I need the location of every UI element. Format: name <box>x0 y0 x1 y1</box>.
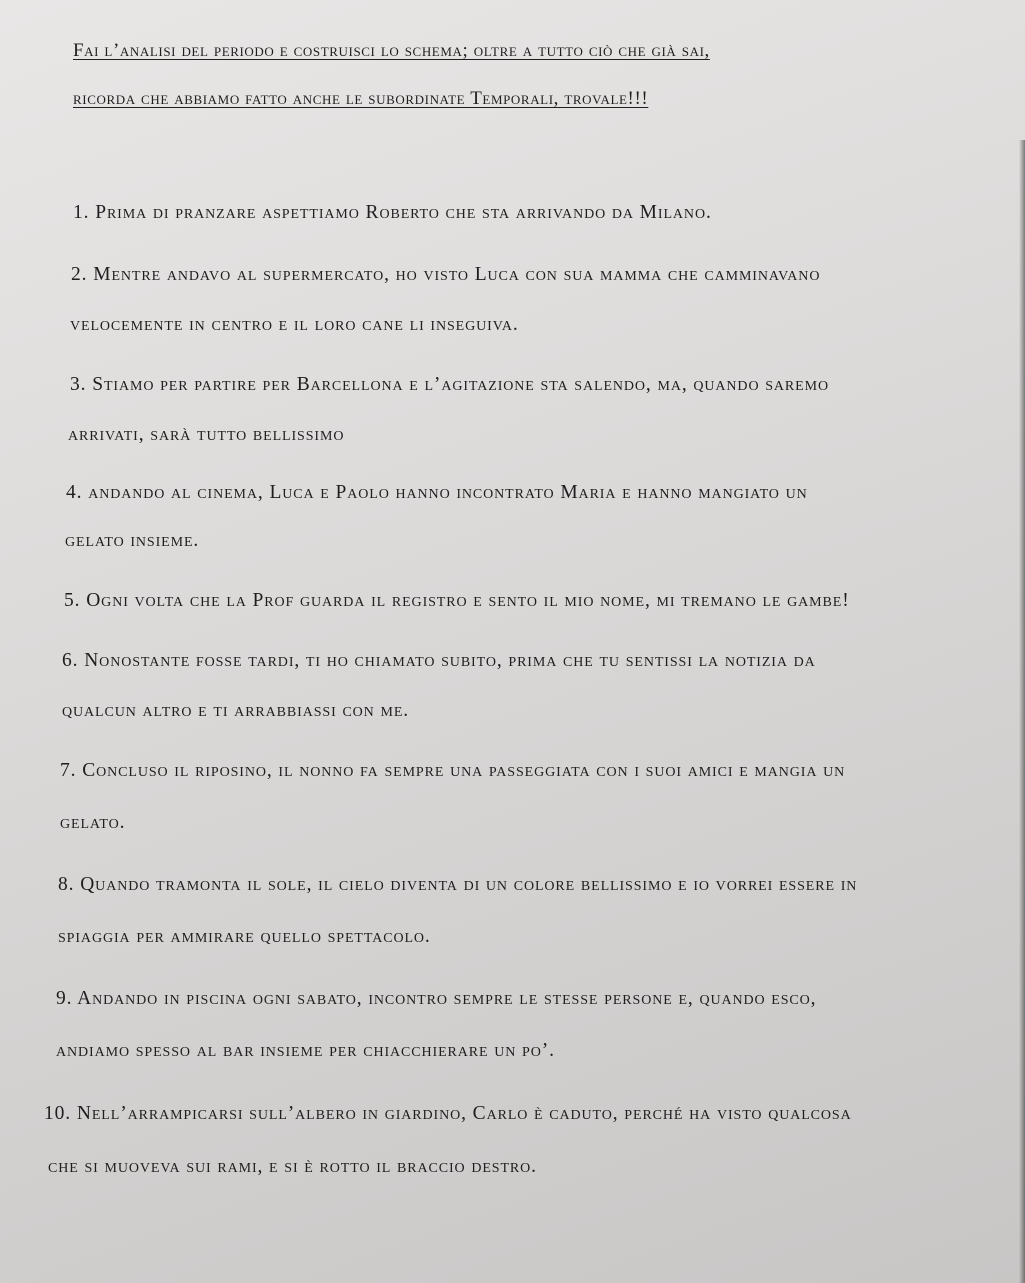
instructions-line-1: Fai l’analisi del periodo e costruisci lo schema; oltre a tutto ciò che già sai, <box>73 40 710 61</box>
page-edge-shadow <box>1019 140 1025 1283</box>
exercise-3-line-1: 3. Stiamo per partire per Barcellona e l’agitazione sta salendo, ma, quando saremo <box>70 374 829 395</box>
exercise-7-line-2: gelato. <box>60 812 126 833</box>
exercise-6-line-1: 6. Nonostante fosse tardi, ti ho chiamato subito, prima che tu sentissi la notizia da <box>62 650 816 671</box>
exercise-4-line-1: 4. andando al cinema, Luca e Paolo hanno incontrato Maria e hanno mangiato un <box>66 482 808 503</box>
exercise-8-line-2: spiaggia per ammirare quello spettacolo. <box>58 926 431 947</box>
exercise-10-line-1: 10. Nell’arrampicarsi sull’albero in giardino, Carlo è caduto, perché ha visto qualcosa <box>44 1103 852 1124</box>
exercise-5-line-1: 5. Ogni volta che la Prof guarda il registro e sento il mio nome, mi tremano le gambe! <box>64 590 850 611</box>
exercise-8-line-1: 8. Quando tramonta il sole, il cielo diventa di un colore bellissimo e io vorrei essere in <box>58 874 858 895</box>
exercise-9-line-1: 9. Andando in piscina ogni sabato, incontro sempre le stesse persone e, quando esco, <box>56 988 817 1009</box>
exercise-2-line-2: velocemente in centro e il loro cane li inseguiva. <box>70 314 519 335</box>
exercise-2-line-1: 2. Mentre andavo al supermercato, ho visto Luca con sua mamma che camminavano <box>71 264 821 285</box>
exercise-9-line-2: andiamo spesso al bar insieme per chiacchierare un po’. <box>56 1040 555 1061</box>
instructions-line-2: ricorda che abbiamo fatto anche le subordinate Temporali, trovale!!! <box>73 88 649 109</box>
exercise-6-line-2: qualcun altro e ti arrabbiassi con me. <box>62 700 410 721</box>
exercise-10-line-2: che si muoveva sui rami, e si è rotto il braccio destro. <box>48 1156 537 1177</box>
exercise-7-line-1: 7. Concluso il riposino, il nonno fa sempre una passeggiata con i suoi amici e mangia un <box>60 760 846 781</box>
exercise-3-line-2: arrivati, sarà tutto bellissimo <box>68 424 345 445</box>
exercise-1-line-1: 1. Prima di pranzare aspettiamo Roberto che sta arrivando da Milano. <box>73 202 712 223</box>
exercise-4-line-2: gelato insieme. <box>65 530 200 551</box>
